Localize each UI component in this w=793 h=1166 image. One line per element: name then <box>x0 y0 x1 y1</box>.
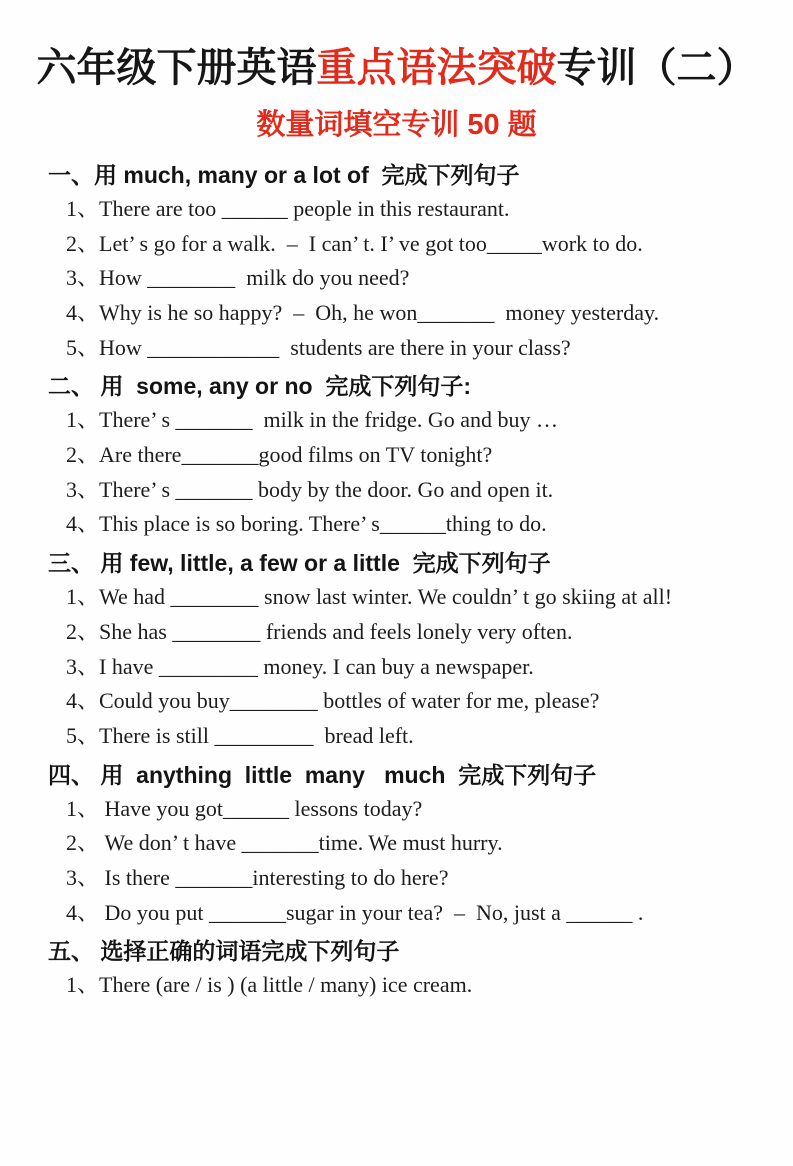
question-item: 3、 Is there _______interesting to do here? <box>66 865 449 891</box>
title-text-post: 专训（二） <box>556 46 757 90</box>
question-item: 2、Let’ s go for a walk. – I can’ t. I’ ve got too_____work to do. <box>66 230 643 256</box>
question-item: 3、There’ s _______ body by the door. Go and open it. <box>66 476 554 502</box>
section-2 <box>48 369 767 542</box>
question-item: 5、How ____________ students are there in your class? <box>66 334 571 360</box>
question-item: 1、There’ s _______ milk in the fridge. Go and buy … <box>66 407 559 433</box>
section-5 <box>48 934 767 1003</box>
section-heading: 一、用 much, many or a lot of 完成下列句子 <box>48 161 520 188</box>
title-text-pre: 六年级下册英语 <box>36 46 317 90</box>
page-title <box>10 44 783 92</box>
question-item: 3、I have _________ money. I can buy a newspaper. <box>66 653 534 679</box>
question-item: 2、She has ________ friends and feels lonely very often. <box>66 618 573 644</box>
section-items <box>48 580 767 754</box>
question-item: 2、 We don’ t have _______time. We must hurry. <box>66 830 503 856</box>
question-item: 1、There (are / is ) (a little / many) ice cream. <box>66 972 473 998</box>
question-item: 4、This place is so boring. There’ s______thing to do. <box>66 511 547 537</box>
section-items <box>48 403 767 542</box>
question-item: 1、There are too ______ people in this restaurant. <box>66 195 510 221</box>
question-item: 4、 Do you put _______sugar in your tea? – No, just a ______ . <box>66 899 644 925</box>
question-item: 4、Why is he so happy? – Oh, he won_______ money yesterday. <box>66 299 660 325</box>
section-heading: 五、 选择正确的词语完成下列句子 <box>48 938 400 965</box>
section-items <box>48 968 767 1003</box>
sections-container <box>0 158 793 1003</box>
section-heading: 三、 用 few, little, a few or a little 完成下列句子 <box>48 550 551 577</box>
section-3 <box>48 546 767 754</box>
worksheet-page <box>0 44 793 1166</box>
section-items <box>48 192 767 366</box>
title-text-highlight: 重点语法突破 <box>316 46 557 90</box>
section-4 <box>48 758 767 931</box>
question-item: 3、How ________ milk do you need? <box>66 265 410 291</box>
section-items <box>48 792 767 931</box>
section-heading: 二、 用 some, any or no 完成下列句子: <box>48 373 471 400</box>
question-item: 5、There is still _________ bread left. <box>66 722 414 748</box>
section-1 <box>48 158 767 366</box>
question-item: 1、 Have you got______ lessons today? <box>66 795 423 821</box>
page-subtitle: 数量词填空专训 50 题 <box>256 109 537 141</box>
question-item: 4、Could you buy________ bottles of water for me, please? <box>66 688 600 714</box>
question-item: 1、We had ________ snow last winter. We couldn’ t go skiing at all! <box>66 584 673 610</box>
section-heading: 四、 用 anything little many much 完成下列句子 <box>48 761 597 788</box>
question-item: 2、Are there_______good films on TV tonight? <box>66 442 493 468</box>
